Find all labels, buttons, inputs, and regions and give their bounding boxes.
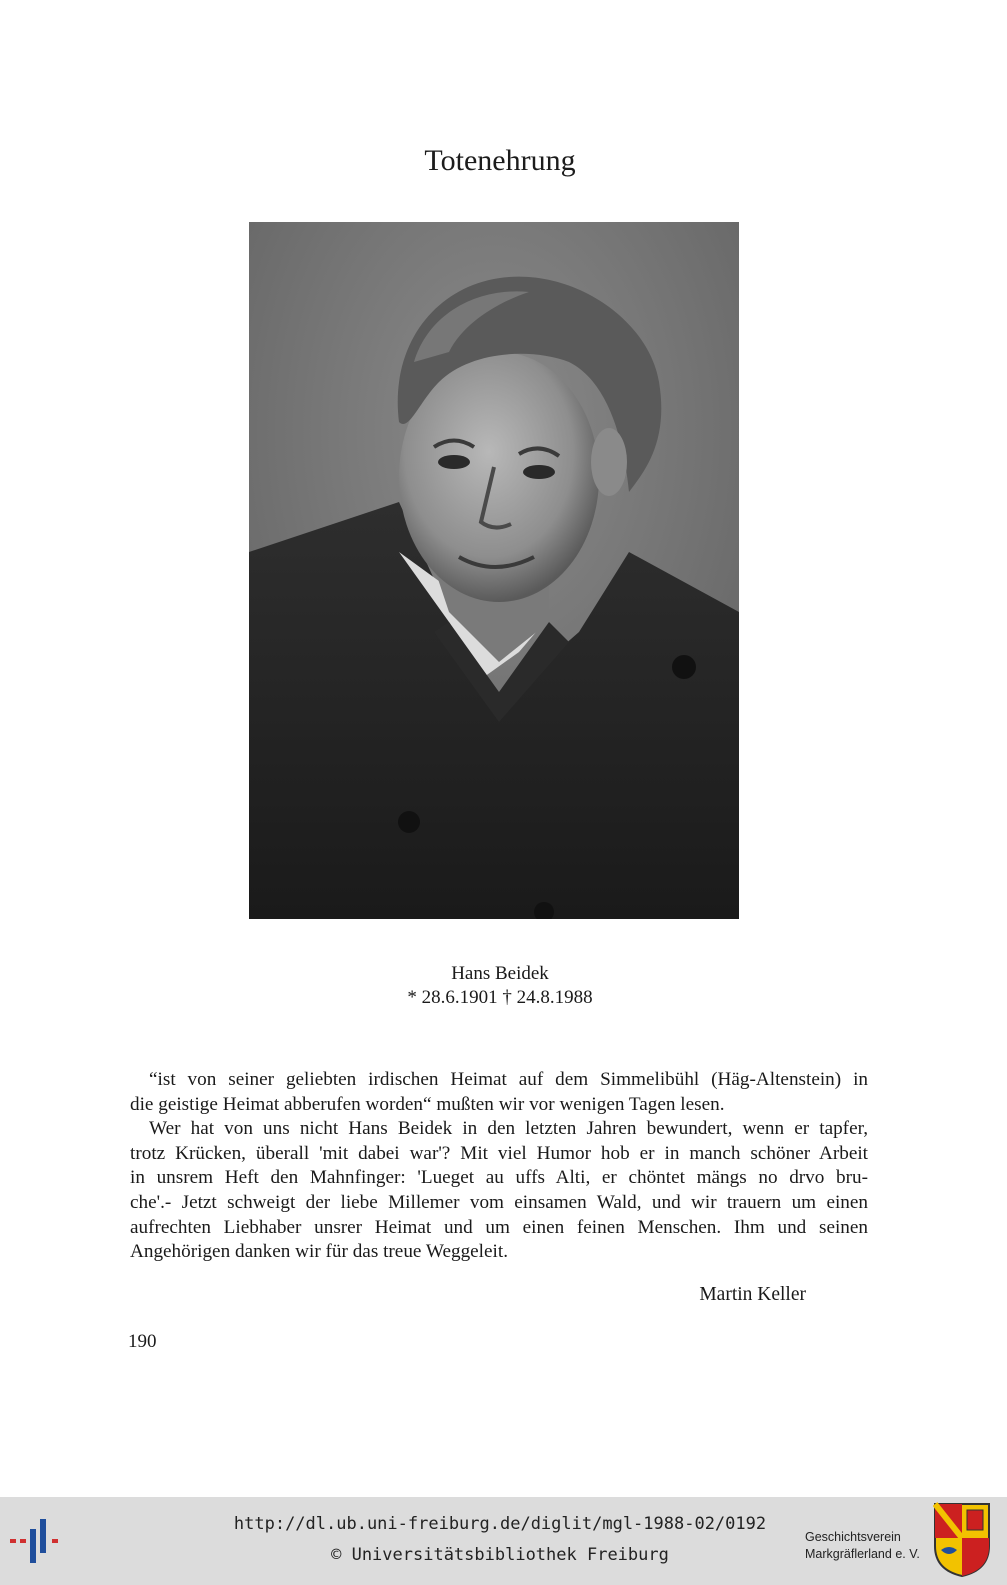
text-line: in unsrem Heft den Mahnfinger: 'Lueget au uffs Alti, er chöntet mängs no drvo bru- [130, 1167, 868, 1189]
society-name [805, 1529, 930, 1563]
society-line-1: Geschichtsverein [805, 1530, 901, 1544]
footer-bar [0, 1497, 1007, 1585]
text-line: Angehörigen danken wir für das treue Weggeleit. [130, 1241, 508, 1263]
society-line-2: Markgräflerland e. V. [805, 1547, 920, 1561]
page-number: 190 [128, 1331, 157, 1352]
body-text [130, 1068, 868, 1265]
photo-caption [0, 962, 1000, 1010]
text-line: che'.- Jetzt schweigt der liebe Millemer vom einsamen Wald, und wir trauern um einen [130, 1191, 868, 1213]
paragraph-1 [130, 1068, 868, 1117]
society-crest-icon [933, 1502, 991, 1582]
portrait-photo [249, 222, 739, 919]
text-line: “ist von seiner geliebten irdischen Heimat auf dem Simmelibühl (Häg-Altenstein) in [149, 1069, 868, 1090]
caption-dates: * 28.6.1901 † 24.8.1988 [407, 987, 593, 1008]
caption-name: Hans Beidek [451, 963, 549, 984]
text-line: Wer hat von uns nicht Hans Beidek in den letzten Jahren bewundert, wenn er tapfer, [149, 1118, 868, 1140]
copyright-text: © Universitätsbibliothek Freiburg [331, 1545, 669, 1565]
page-title: Totenehrung [424, 144, 576, 177]
signature: Martin Keller [699, 1284, 806, 1305]
text-line: die geistige Heimat abberufen worden“ mußten wir vor wenigen Tagen lesen. [130, 1093, 725, 1115]
source-url-link[interactable]: http://dl.ub.uni-freiburg.de/diglit/mgl-1988-02/0192 [233, 1514, 767, 1534]
text-line: aufrechten Liebhaber unsrer Heimat und um einen feinen Menschen. Ihm und seinen [130, 1216, 868, 1238]
text-line: trotz Krücken, überall 'mit dabei war'? Mit viel Humor hob er in manch schöner Arbeit [130, 1142, 868, 1164]
portrait-illustration [249, 222, 739, 919]
paragraph-2 [130, 1117, 868, 1265]
